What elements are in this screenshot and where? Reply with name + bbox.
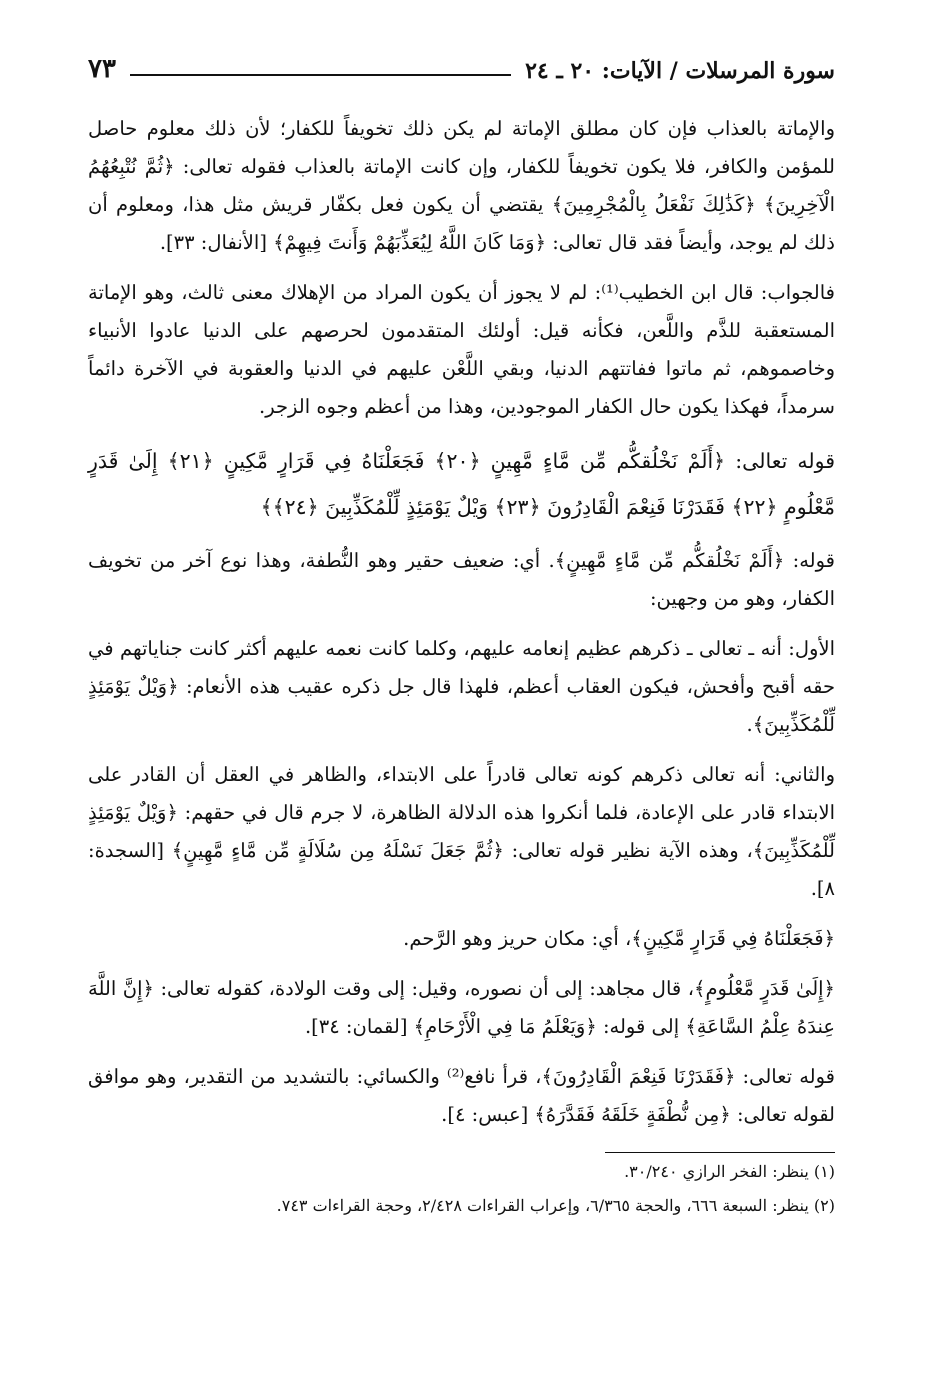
- paragraph: ﴿فَجَعَلْنَاهُ فِي قَرَارٍ مَّكِينٍ﴾، أي: مكان حريز وهو الرَّحم.: [403, 927, 835, 950]
- page-number: ٧٣: [88, 54, 116, 84]
- running-header: [88, 40, 835, 84]
- footnote-rule: [605, 1152, 835, 1153]
- paragraph: قوله تعالى: ﴿فَقَدَرْنَا فَنِعْمَ الْقَادِرُونَ﴾، قرأ نافع⁽²⁾ والكسائي: بالتشديد من التقدير، وهو موافق لقوله تعالى: ﴿مِن نُّطْفَةٍ خَلَقَهُ فَقَدَّرَهُ﴾ [عبس: ٤].: [88, 1065, 836, 1126]
- footnote: (١) ينظر: الفخر الرازي ٣٠/٢٤٠.: [624, 1162, 835, 1181]
- header-title: سورة المرسلات / الآيات: ٢٠ ـ ٢٤: [525, 58, 835, 84]
- paragraph: الأول: أنه ـ تعالى ـ ذكرهم عظيم إنعامه عليهم، وكلما كانت نعمه عليهم أكثر كانت جناياتهم في حقه أقبح وأفحش، فيكون العقاب أعظم، فلهذا قال جل ذكره عقيب هذه الأنعام: ﴿وَيْلٌ يَوْمَئِذٍ لِّلْمُكَذِّبِينَ﴾.: [88, 637, 835, 736]
- header-rule: [130, 74, 511, 76]
- quran-verse-block: قوله تعالى: ﴿أَلَمْ نَخْلُقكُّم مِّن مَّاءٍ مَّهِينٍ ﴿٢٠﴾ فَجَعَلْنَاهُ فِي قَرَارٍ مَّكِينٍ ﴿٢١﴾ إِلَىٰ قَدَرٍ مَّعْلُومٍ ﴿٢٢﴾ فَقَدَرْنَا فَنِعْمَ الْقَادِرُونَ ﴿٢٣﴾ وَيْلٌ يَوْمَئِذٍ لِّلْمُكَذِّبِينَ ﴿٢٤﴾﴾: [88, 449, 835, 519]
- paragraph: والإماتة بالعذاب فإن كان مطلق الإماتة لم يكن ذلك تخويفاً للكفار؛ لأن ذلك معلوم حاصل للمؤمن والكافر، فلا يكون تخويفاً للكفار، وإن كانت الإماتة بالعذاب فقوله تعالى: ﴿ثُمَّ نُتْبِعُهُمُ الْآخِرِينَ﴾ ﴿كَذَٰلِكَ نَفْعَلُ بِالْمُجْرِمِينَ﴾ يقتضي أن يكون فعل بكفّار قريش مثل هذا، ومعلوم أن ذلك لم يوجد، وأيضاً فقد قال تعالى: ﴿وَمَا كَانَ اللَّهُ لِيُعَذِّبَهُمْ وَأَنتَ فِيهِمْ﴾ [الأنفال: ٣٣].: [88, 117, 835, 254]
- paragraph: فالجواب: قال ابن الخطيب⁽¹⁾: لم لا يجوز أن يكون المراد من الإهلاك معنى ثالث، وهو الإماتة المستعقبة للذَّم واللَّعن، فكأنه قيل: أولئك المتقدمون لحرصهم على الدنيا عادوا الأنبياء وخاصموهم، ثم ماتوا ففاتتهم الدنيا، وبقي اللَّعْن عليهم في الدنيا والعقوبة في الآخرة دائماً سرمداً، فهكذا يكون حال الكفار الموجودين، وهذا من أعظم وجوه الزجر.: [88, 281, 835, 418]
- paragraph: ﴿إِلَىٰ قَدَرٍ مَّعْلُومٍ﴾، قال مجاهد: إلى أن نصوره، وقيل: إلى وقت الولادة، كقوله تعالى: ﴿إِنَّ اللَّهَ عِندَهُ عِلْمُ السَّاعَةِ﴾ إلى قوله: ﴿وَيَعْلَمُ مَا فِي الْأَرْحَامِ﴾ [لقمان: ٣٤].: [88, 977, 835, 1038]
- footnotes: [88, 1152, 835, 1221]
- footnote: (٢) ينظر: السبعة ٦٦٦، والحجة ٦/٣٦٥، وإعراب القراءات ٢/٤٢٨، وحجة القراءات ٧٤٣.: [276, 1196, 835, 1215]
- paragraph: قوله: ﴿أَلَمْ نَخْلُقكُّم مِّن مَّاءٍ مَّهِينٍ﴾. أي: ضعيف حقير وهو النُّطفة، وهذا نوع آخر من تخويف الكفار، وهو من وجهين:: [88, 549, 835, 610]
- page-body: [88, 110, 835, 1134]
- paragraph: والثاني: أنه تعالى ذكرهم كونه تعالى قادراً على الابتداء، والظاهر في العقل أن القادر على الابتداء قادر على الإعادة، فلما أنكروا هذه الدلالة الظاهرة، لا جرم قال في حقهم: ﴿وَيْلٌ يَوْمَئِذٍ لِّلْمُكَذِّبِينَ﴾، وهذه الآية نظير قوله تعالى: ﴿ثُمَّ جَعَلَ نَسْلَهُ مِن سُلَالَةٍ مِّن مَّاءٍ مَّهِينٍ﴾ [السجدة: ٨].: [88, 763, 835, 900]
